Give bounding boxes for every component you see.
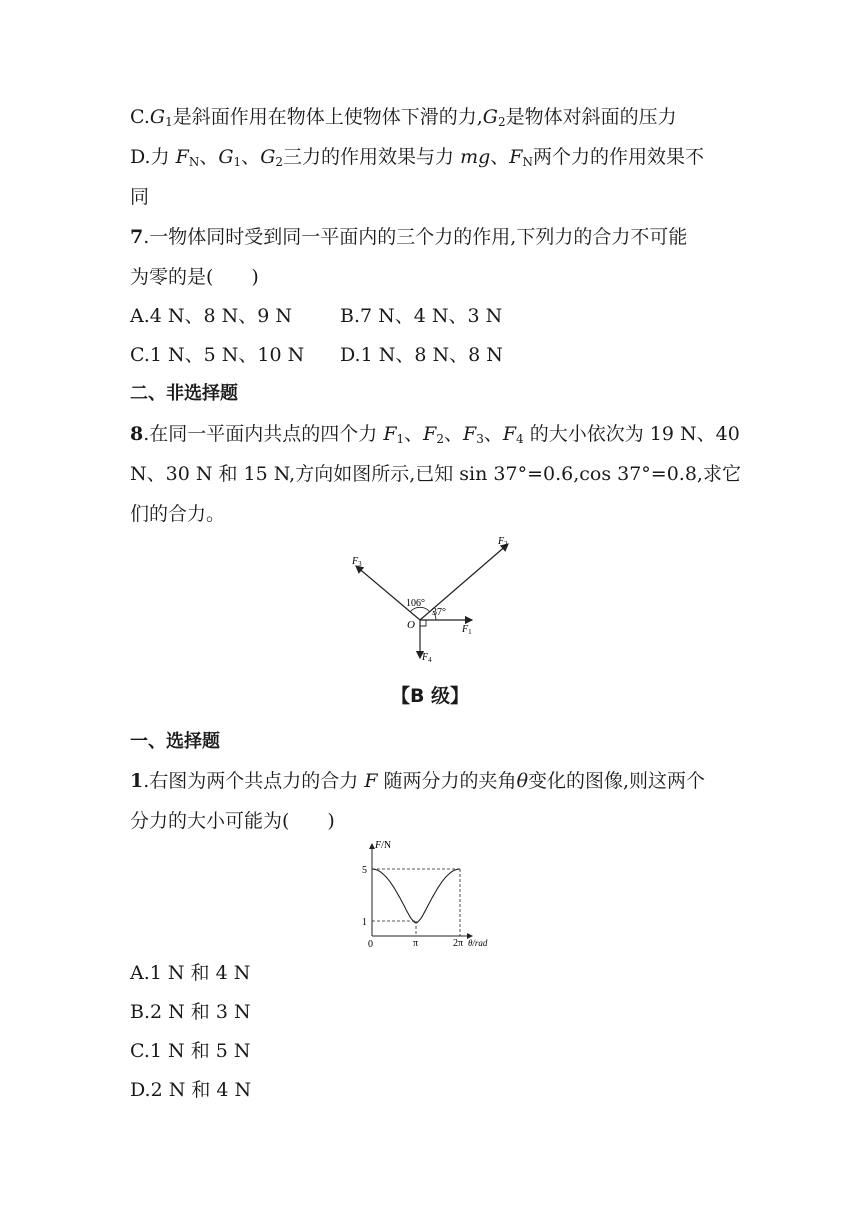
graph-x-label: θ/rad (468, 938, 488, 948)
right-angle-mark (420, 620, 426, 626)
section-heading-choice: 一、选择题 (130, 731, 220, 752)
graph-tick-pi: π (413, 938, 419, 949)
b1-stem-line2: 分力的大小可能为( ) (130, 810, 335, 832)
q7-option-b: B.7 N、4 N、3 N (340, 305, 503, 327)
label-37: 37° (432, 607, 446, 618)
graph-tick-2pi: 2π (453, 938, 464, 949)
graph-tick-5: 5 (362, 865, 367, 876)
level-b-title: 【B 级】 (390, 685, 470, 707)
q8-stem-line1: 8.在同一平面内共点的四个力 $F_1$、$F_2$、$F_3$、$F_4$ 的大小依次为 19 N、40 (130, 423, 740, 446)
q6-option-c: $C.G_1$是斜面作用在物体上使物体下滑的力$,G_2$是物体对斜面的压力 (130, 106, 677, 129)
graph-tick-1: 1 (362, 917, 367, 928)
b1-option-a: A.1 N 和 4 N (130, 962, 251, 984)
q7-option-d: D.1 N、8 N、8 N (340, 344, 503, 366)
q7-option-a: A.4 N、8 N、9 N (130, 305, 293, 327)
label-f1: $F_1$ (462, 624, 472, 636)
q8-stem-line3: 们的合力。 (130, 503, 226, 525)
b1-option-d: D.2 N 和 4 N (130, 1079, 252, 1101)
graph-tick-0: 0 (368, 939, 373, 950)
graph-y-label: F/N (375, 840, 392, 851)
q6-option-d: D.力 $F_N$、$G_1$、$G_2$三力的作用效果与力 mg、$F_N$两个力的作用效果不 (130, 146, 704, 169)
label-f4: $F_4$ (422, 652, 432, 664)
label-o: O (407, 619, 415, 631)
resultant-curve (372, 869, 460, 923)
resultant-force-graph (356, 838, 506, 952)
b1-option-b: B.2 N 和 3 N (130, 1001, 251, 1023)
force-diagram (340, 528, 540, 668)
section-heading-non-choice: 二、非选择题 (130, 383, 238, 404)
label-106: 106° (406, 598, 425, 609)
label-f2: $F_2$ (498, 536, 508, 548)
q7-stem-line2: 为零的是( ) (130, 266, 259, 288)
b1-stem-line1: 1.右图为两个共点力的合力 F 随两分力的夹角θ变化的图像,则这两个 (130, 770, 706, 792)
q7-stem-line1: 7.一物体同时受到同一平面内的三个力的作用,下列力的合力不可能 (130, 226, 688, 248)
q6-option-d-continued: 同 (130, 186, 150, 208)
q7-option-c: C.1 N、5 N、10 N (130, 344, 305, 366)
label-f3: $F_3$ (352, 556, 362, 568)
b1-option-c: C.1 N 和 5 N (130, 1040, 251, 1062)
q8-stem-line2: N、30 N 和 15 N,方向如图所示,已知 sin 37°=0.6,cos 37°=0.8,求它 (130, 463, 741, 485)
